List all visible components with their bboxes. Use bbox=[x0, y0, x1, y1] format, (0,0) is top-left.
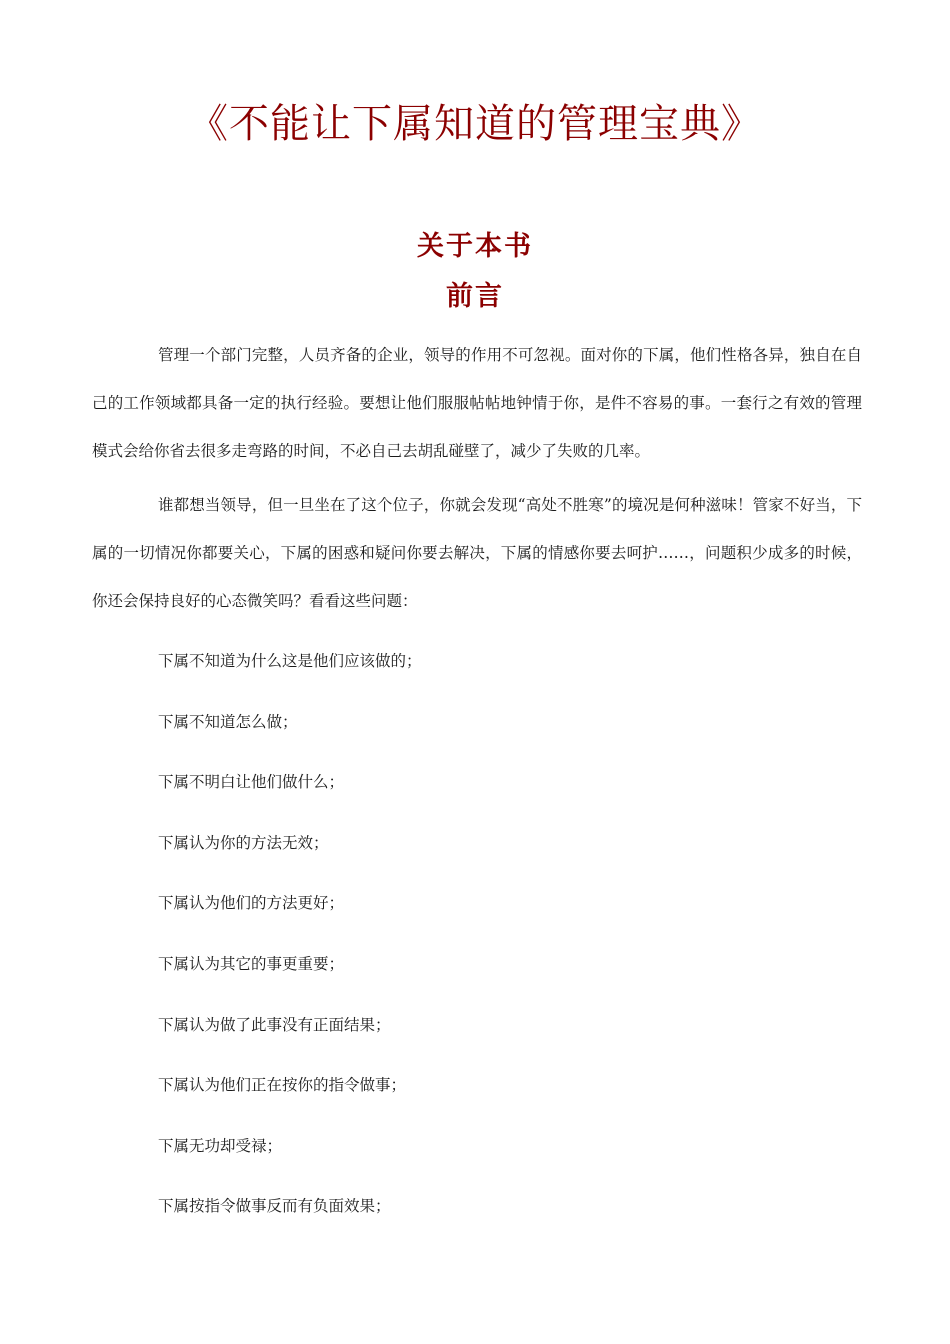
list-item: 下属无功却受禄； bbox=[158, 1136, 283, 1155]
list-item: 下属按指令做事反而有负面效果； bbox=[158, 1197, 391, 1216]
list-item: 下属认为做了此事没有正面结果； bbox=[158, 1015, 391, 1034]
list-item: 下属不知道为什么这是他们应该做的； bbox=[158, 652, 422, 670]
heading-preface: 前言 bbox=[446, 281, 504, 312]
problem-list bbox=[158, 631, 422, 1237]
list-item: 下属认为其它的事更重要； bbox=[158, 954, 345, 973]
list-item: 下属认为他们的方法更好； bbox=[158, 894, 345, 913]
book-title: 《不能让下属知道的管理宝典》 bbox=[188, 101, 762, 147]
list-item: 下属不知道怎么做； bbox=[158, 712, 298, 731]
list-item: 下属不明白让他们做什么； bbox=[158, 773, 345, 792]
list-item: 下属认为他们正在按你的指令做事； bbox=[158, 1076, 407, 1095]
preface-paragraph-2: 谁都想当领导，但一旦坐在了这个位子，你就会发现“高处不胜寒”的境况是何种滋味！管家不好当，下属的一切情况你都要关心，下属的困惑和疑问你要去解决，下属的情感你要去呵护……，问题积少成多的时候，你还会保持良好的心态微笑吗？看看这些问题： bbox=[92, 496, 862, 610]
list-item: 下属认为你的方法无效； bbox=[158, 833, 329, 852]
preface-paragraph-1: 管理一个部门完整，人员齐备的企业，领导的作用不可忽视。面对你的下属，他们性格各异，独自在自己的工作领域都具备一定的执行经验。要想让他们服服帖帖地钟情于你，是件不容易的事。一套行之有效的管理模式会给你省去很多走弯路的时间，不必自己去胡乱碰壁了，减少了失败的几率。 bbox=[92, 346, 862, 460]
heading-about-this-book: 关于本书 bbox=[417, 231, 533, 262]
